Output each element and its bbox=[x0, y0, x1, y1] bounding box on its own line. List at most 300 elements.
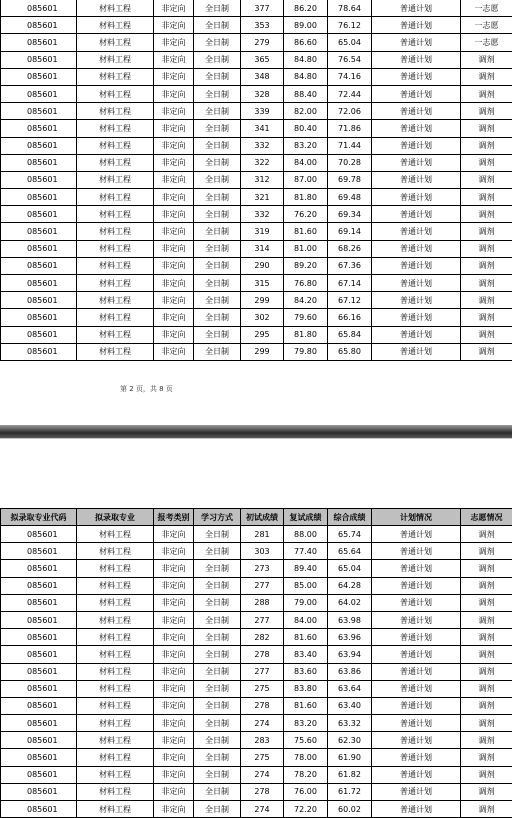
cell-total-score: 63.94 bbox=[328, 646, 372, 663]
cell-major-name: 材料工程 bbox=[77, 629, 154, 646]
cell-study-mode: 全日制 bbox=[194, 171, 241, 188]
cell-initial-score: 277 bbox=[241, 663, 284, 680]
cell-study-mode: 全日制 bbox=[194, 154, 241, 171]
cell-initial-score: 303 bbox=[241, 543, 284, 560]
cell-initial-score: 279 bbox=[241, 34, 284, 51]
cell-plan-type: 普通计划 bbox=[372, 326, 461, 343]
cell-initial-score: 274 bbox=[241, 801, 284, 818]
cell-major-name: 材料工程 bbox=[77, 17, 154, 34]
cell-total-score: 61.72 bbox=[328, 783, 372, 800]
cell-initial-score: 299 bbox=[241, 292, 284, 309]
cell-major-name: 材料工程 bbox=[77, 68, 154, 85]
table-row bbox=[1, 206, 512, 223]
cell-major-name: 材料工程 bbox=[77, 189, 154, 206]
cell-study-mode: 全日制 bbox=[194, 0, 241, 17]
cell-total-score: 65.84 bbox=[328, 326, 372, 343]
cell-major-name: 材料工程 bbox=[77, 326, 154, 343]
table-row bbox=[1, 697, 512, 714]
cell-major-name: 材料工程 bbox=[77, 801, 154, 818]
page-top-edge bbox=[0, 438, 512, 439]
cell-retest-score: 84.00 bbox=[284, 154, 328, 171]
cell-major-code: 085601 bbox=[1, 343, 77, 360]
header-total-score: 综合成绩 bbox=[328, 509, 372, 526]
cell-retest-score: 72.20 bbox=[284, 801, 328, 818]
cell-study-mode: 全日制 bbox=[194, 801, 241, 818]
cell-retest-score: 81.80 bbox=[284, 189, 328, 206]
cell-preference: 调剂 bbox=[461, 663, 512, 680]
cell-total-score: 67.36 bbox=[328, 257, 372, 274]
table-row bbox=[1, 326, 512, 343]
table-row bbox=[1, 0, 512, 17]
cell-preference: 调剂 bbox=[461, 120, 512, 137]
cell-study-mode: 全日制 bbox=[194, 240, 241, 257]
cell-study-mode: 全日制 bbox=[194, 611, 241, 628]
cell-plan-type: 普通计划 bbox=[372, 343, 461, 360]
header-retest-score: 复试成绩 bbox=[284, 509, 328, 526]
cell-major-name: 材料工程 bbox=[77, 560, 154, 577]
cell-exam-category: 非定向 bbox=[154, 801, 194, 818]
table-row bbox=[1, 663, 512, 680]
cell-total-score: 67.12 bbox=[328, 292, 372, 309]
cell-total-score: 72.44 bbox=[328, 85, 372, 102]
cell-total-score: 63.64 bbox=[328, 680, 372, 697]
cell-retest-score: 81.60 bbox=[284, 697, 328, 714]
cell-plan-type: 普通计划 bbox=[372, 543, 461, 560]
cell-exam-category: 非定向 bbox=[154, 240, 194, 257]
cell-preference: 调剂 bbox=[461, 801, 512, 818]
cell-preference: 调剂 bbox=[461, 766, 512, 783]
header-plan-type: 计划情况 bbox=[372, 509, 461, 526]
cell-total-score: 63.96 bbox=[328, 629, 372, 646]
table-row bbox=[1, 68, 512, 85]
table-row bbox=[1, 629, 512, 646]
cell-major-name: 材料工程 bbox=[77, 292, 154, 309]
cell-total-score: 61.90 bbox=[328, 749, 372, 766]
cell-study-mode: 全日制 bbox=[194, 680, 241, 697]
header-major-name: 拟录取专业 bbox=[77, 509, 154, 526]
cell-major-code: 085601 bbox=[1, 0, 77, 17]
cell-total-score: 71.86 bbox=[328, 120, 372, 137]
cell-total-score: 69.34 bbox=[328, 206, 372, 223]
cell-study-mode: 全日制 bbox=[194, 326, 241, 343]
cell-plan-type: 普通计划 bbox=[372, 240, 461, 257]
cell-major-code: 085601 bbox=[1, 594, 77, 611]
cell-preference: 调剂 bbox=[461, 309, 512, 326]
cell-major-code: 085601 bbox=[1, 103, 77, 120]
cell-major-code: 085601 bbox=[1, 715, 77, 732]
table-header-row bbox=[1, 509, 512, 526]
cell-preference: 调剂 bbox=[461, 257, 512, 274]
cell-retest-score: 86.60 bbox=[284, 34, 328, 51]
cell-major-code: 085601 bbox=[1, 629, 77, 646]
cell-major-name: 材料工程 bbox=[77, 697, 154, 714]
cell-preference: 调剂 bbox=[461, 292, 512, 309]
header-initial-score: 初试成绩 bbox=[241, 509, 284, 526]
cell-initial-score: 281 bbox=[241, 526, 284, 543]
cell-preference: 调剂 bbox=[461, 206, 512, 223]
cell-major-name: 材料工程 bbox=[77, 663, 154, 680]
cell-study-mode: 全日制 bbox=[194, 206, 241, 223]
cell-exam-category: 非定向 bbox=[154, 526, 194, 543]
cell-study-mode: 全日制 bbox=[194, 103, 241, 120]
table-row bbox=[1, 120, 512, 137]
cell-plan-type: 普通计划 bbox=[372, 680, 461, 697]
cell-total-score: 65.04 bbox=[328, 34, 372, 51]
cell-exam-category: 非定向 bbox=[154, 103, 194, 120]
table-row bbox=[1, 766, 512, 783]
table-row bbox=[1, 732, 512, 749]
cell-preference: 调剂 bbox=[461, 715, 512, 732]
cell-major-name: 材料工程 bbox=[77, 680, 154, 697]
cell-exam-category: 非定向 bbox=[154, 343, 194, 360]
cell-major-code: 085601 bbox=[1, 697, 77, 714]
table-row bbox=[1, 749, 512, 766]
cell-total-score: 68.26 bbox=[328, 240, 372, 257]
cell-study-mode: 全日制 bbox=[194, 68, 241, 85]
cell-plan-type: 普通计划 bbox=[372, 526, 461, 543]
cell-major-code: 085601 bbox=[1, 189, 77, 206]
cell-preference: 调剂 bbox=[461, 577, 512, 594]
cell-initial-score: 283 bbox=[241, 732, 284, 749]
cell-major-name: 材料工程 bbox=[77, 526, 154, 543]
cell-major-code: 085601 bbox=[1, 68, 77, 85]
cell-major-name: 材料工程 bbox=[77, 171, 154, 188]
cell-preference: 调剂 bbox=[461, 697, 512, 714]
cell-study-mode: 全日制 bbox=[194, 343, 241, 360]
cell-preference: 调剂 bbox=[461, 68, 512, 85]
cell-exam-category: 非定向 bbox=[154, 646, 194, 663]
cell-plan-type: 普通计划 bbox=[372, 154, 461, 171]
cell-retest-score: 88.40 bbox=[284, 85, 328, 102]
cell-study-mode: 全日制 bbox=[194, 697, 241, 714]
cell-plan-type: 普通计划 bbox=[372, 577, 461, 594]
cell-preference: 调剂 bbox=[461, 275, 512, 292]
cell-major-name: 材料工程 bbox=[77, 611, 154, 628]
table-row bbox=[1, 223, 512, 240]
cell-major-code: 085601 bbox=[1, 801, 77, 818]
cell-exam-category: 非定向 bbox=[154, 154, 194, 171]
cell-retest-score: 78.00 bbox=[284, 749, 328, 766]
cell-total-score: 78.64 bbox=[328, 0, 372, 17]
cell-total-score: 64.28 bbox=[328, 577, 372, 594]
cell-major-code: 085601 bbox=[1, 275, 77, 292]
cell-retest-score: 83.20 bbox=[284, 137, 328, 154]
cell-study-mode: 全日制 bbox=[194, 749, 241, 766]
cell-plan-type: 普通计划 bbox=[372, 801, 461, 818]
cell-study-mode: 全日制 bbox=[194, 577, 241, 594]
cell-major-code: 085601 bbox=[1, 577, 77, 594]
cell-total-score: 69.78 bbox=[328, 171, 372, 188]
cell-exam-category: 非定向 bbox=[154, 543, 194, 560]
table-row bbox=[1, 560, 512, 577]
cell-major-name: 材料工程 bbox=[77, 543, 154, 560]
cell-retest-score: 76.20 bbox=[284, 206, 328, 223]
cell-total-score: 70.28 bbox=[328, 154, 372, 171]
cell-preference: 调剂 bbox=[461, 51, 512, 68]
cell-exam-category: 非定向 bbox=[154, 766, 194, 783]
cell-initial-score: 282 bbox=[241, 629, 284, 646]
cell-plan-type: 普通计划 bbox=[372, 646, 461, 663]
cell-plan-type: 普通计划 bbox=[372, 560, 461, 577]
cell-total-score: 72.06 bbox=[328, 103, 372, 120]
cell-plan-type: 普通计划 bbox=[372, 715, 461, 732]
cell-retest-score: 89.40 bbox=[284, 560, 328, 577]
table-row bbox=[1, 103, 512, 120]
cell-total-score: 67.14 bbox=[328, 275, 372, 292]
cell-plan-type: 普通计划 bbox=[372, 663, 461, 680]
cell-plan-type: 普通计划 bbox=[372, 629, 461, 646]
cell-preference: 调剂 bbox=[461, 629, 512, 646]
cell-total-score: 63.32 bbox=[328, 715, 372, 732]
cell-major-name: 材料工程 bbox=[77, 51, 154, 68]
table-row bbox=[1, 646, 512, 663]
cell-preference: 调剂 bbox=[461, 680, 512, 697]
cell-plan-type: 普通计划 bbox=[372, 309, 461, 326]
page-break-divider bbox=[0, 425, 512, 438]
cell-exam-category: 非定向 bbox=[154, 137, 194, 154]
table-row bbox=[1, 801, 512, 818]
cell-major-code: 085601 bbox=[1, 680, 77, 697]
cell-exam-category: 非定向 bbox=[154, 560, 194, 577]
cell-total-score: 61.82 bbox=[328, 766, 372, 783]
cell-exam-category: 非定向 bbox=[154, 120, 194, 137]
cell-initial-score: 299 bbox=[241, 343, 284, 360]
cell-retest-score: 83.40 bbox=[284, 646, 328, 663]
cell-plan-type: 普通计划 bbox=[372, 103, 461, 120]
cell-major-code: 085601 bbox=[1, 309, 77, 326]
cell-initial-score: 315 bbox=[241, 275, 284, 292]
cell-preference: 调剂 bbox=[461, 749, 512, 766]
cell-plan-type: 普通计划 bbox=[372, 120, 461, 137]
cell-retest-score: 80.40 bbox=[284, 120, 328, 137]
cell-major-name: 材料工程 bbox=[77, 749, 154, 766]
cell-study-mode: 全日制 bbox=[194, 223, 241, 240]
cell-retest-score: 87.00 bbox=[284, 171, 328, 188]
cell-plan-type: 普通计划 bbox=[372, 749, 461, 766]
cell-plan-type: 普通计划 bbox=[372, 206, 461, 223]
cell-initial-score: 290 bbox=[241, 257, 284, 274]
cell-preference: 调剂 bbox=[461, 85, 512, 102]
cell-retest-score: 79.60 bbox=[284, 309, 328, 326]
cell-retest-score: 86.20 bbox=[284, 0, 328, 17]
cell-plan-type: 普通计划 bbox=[372, 783, 461, 800]
cell-retest-score: 89.00 bbox=[284, 17, 328, 34]
cell-retest-score: 83.80 bbox=[284, 680, 328, 697]
table-row bbox=[1, 85, 512, 102]
cell-retest-score: 76.00 bbox=[284, 783, 328, 800]
cell-major-code: 085601 bbox=[1, 326, 77, 343]
cell-major-name: 材料工程 bbox=[77, 783, 154, 800]
cell-retest-score: 84.80 bbox=[284, 68, 328, 85]
cell-major-name: 材料工程 bbox=[77, 715, 154, 732]
cell-retest-score: 88.00 bbox=[284, 526, 328, 543]
cell-major-name: 材料工程 bbox=[77, 0, 154, 17]
cell-initial-score: 339 bbox=[241, 103, 284, 120]
cell-study-mode: 全日制 bbox=[194, 766, 241, 783]
cell-major-code: 085601 bbox=[1, 543, 77, 560]
cell-initial-score: 353 bbox=[241, 17, 284, 34]
cell-retest-score: 81.60 bbox=[284, 223, 328, 240]
cell-initial-score: 288 bbox=[241, 594, 284, 611]
cell-plan-type: 普通计划 bbox=[372, 17, 461, 34]
cell-study-mode: 全日制 bbox=[194, 715, 241, 732]
cell-study-mode: 全日制 bbox=[194, 732, 241, 749]
cell-major-code: 085601 bbox=[1, 120, 77, 137]
cell-initial-score: 328 bbox=[241, 85, 284, 102]
cell-plan-type: 普通计划 bbox=[372, 275, 461, 292]
cell-major-code: 085601 bbox=[1, 154, 77, 171]
cell-initial-score: 274 bbox=[241, 766, 284, 783]
cell-major-code: 085601 bbox=[1, 749, 77, 766]
cell-initial-score: 314 bbox=[241, 240, 284, 257]
cell-major-name: 材料工程 bbox=[77, 120, 154, 137]
cell-exam-category: 非定向 bbox=[154, 68, 194, 85]
cell-plan-type: 普通计划 bbox=[372, 292, 461, 309]
cell-retest-score: 84.80 bbox=[284, 51, 328, 68]
cell-major-name: 材料工程 bbox=[77, 103, 154, 120]
cell-study-mode: 全日制 bbox=[194, 594, 241, 611]
cell-major-code: 085601 bbox=[1, 646, 77, 663]
cell-preference: 一志愿 bbox=[461, 17, 512, 34]
cell-major-code: 085601 bbox=[1, 526, 77, 543]
cell-plan-type: 普通计划 bbox=[372, 51, 461, 68]
cell-plan-type: 普通计划 bbox=[372, 611, 461, 628]
cell-initial-score: 278 bbox=[241, 697, 284, 714]
page-footer: 第 2 页，共 8 页 bbox=[120, 384, 173, 394]
cell-exam-category: 非定向 bbox=[154, 85, 194, 102]
table-row bbox=[1, 17, 512, 34]
cell-plan-type: 普通计划 bbox=[372, 0, 461, 17]
cell-study-mode: 全日制 bbox=[194, 137, 241, 154]
cell-initial-score: 274 bbox=[241, 715, 284, 732]
cell-major-name: 材料工程 bbox=[77, 34, 154, 51]
cell-major-code: 085601 bbox=[1, 783, 77, 800]
cell-plan-type: 普通计划 bbox=[372, 594, 461, 611]
table-row bbox=[1, 257, 512, 274]
cell-retest-score: 85.00 bbox=[284, 577, 328, 594]
cell-study-mode: 全日制 bbox=[194, 292, 241, 309]
cell-total-score: 74.16 bbox=[328, 68, 372, 85]
table-row bbox=[1, 611, 512, 628]
cell-exam-category: 非定向 bbox=[154, 275, 194, 292]
cell-retest-score: 79.00 bbox=[284, 594, 328, 611]
cell-exam-category: 非定向 bbox=[154, 577, 194, 594]
cell-exam-category: 非定向 bbox=[154, 292, 194, 309]
cell-major-code: 085601 bbox=[1, 51, 77, 68]
cell-major-name: 材料工程 bbox=[77, 137, 154, 154]
cell-exam-category: 非定向 bbox=[154, 680, 194, 697]
cell-major-code: 085601 bbox=[1, 732, 77, 749]
cell-plan-type: 普通计划 bbox=[372, 34, 461, 51]
cell-initial-score: 275 bbox=[241, 680, 284, 697]
cell-study-mode: 全日制 bbox=[194, 663, 241, 680]
cell-study-mode: 全日制 bbox=[194, 783, 241, 800]
cell-major-code: 085601 bbox=[1, 611, 77, 628]
cell-initial-score: 332 bbox=[241, 206, 284, 223]
cell-total-score: 63.86 bbox=[328, 663, 372, 680]
cell-preference: 调剂 bbox=[461, 189, 512, 206]
cell-major-code: 085601 bbox=[1, 663, 77, 680]
cell-study-mode: 全日制 bbox=[194, 629, 241, 646]
table-row bbox=[1, 51, 512, 68]
cell-major-name: 材料工程 bbox=[77, 343, 154, 360]
table-row bbox=[1, 680, 512, 697]
table-row bbox=[1, 577, 512, 594]
admission-table-page2 bbox=[0, 0, 512, 361]
cell-study-mode: 全日制 bbox=[194, 17, 241, 34]
cell-major-code: 085601 bbox=[1, 257, 77, 274]
cell-major-code: 085601 bbox=[1, 292, 77, 309]
header-study-mode: 学习方式 bbox=[194, 509, 241, 526]
cell-exam-category: 非定向 bbox=[154, 594, 194, 611]
cell-major-name: 材料工程 bbox=[77, 646, 154, 663]
header-major-code: 拟录取专业代码 bbox=[1, 509, 77, 526]
cell-preference: 调剂 bbox=[461, 223, 512, 240]
cell-study-mode: 全日制 bbox=[194, 189, 241, 206]
cell-plan-type: 普通计划 bbox=[372, 189, 461, 206]
cell-preference: 调剂 bbox=[461, 646, 512, 663]
cell-exam-category: 非定向 bbox=[154, 257, 194, 274]
cell-initial-score: 278 bbox=[241, 646, 284, 663]
cell-major-name: 材料工程 bbox=[77, 594, 154, 611]
cell-retest-score: 76.80 bbox=[284, 275, 328, 292]
cell-initial-score: 332 bbox=[241, 137, 284, 154]
cell-plan-type: 普通计划 bbox=[372, 85, 461, 102]
cell-total-score: 60.02 bbox=[328, 801, 372, 818]
cell-initial-score: 322 bbox=[241, 154, 284, 171]
cell-preference: 调剂 bbox=[461, 783, 512, 800]
cell-initial-score: 277 bbox=[241, 611, 284, 628]
cell-preference: 调剂 bbox=[461, 154, 512, 171]
cell-preference: 调剂 bbox=[461, 103, 512, 120]
cell-major-code: 085601 bbox=[1, 171, 77, 188]
cell-initial-score: 377 bbox=[241, 0, 284, 17]
cell-preference: 调剂 bbox=[461, 732, 512, 749]
cell-preference: 调剂 bbox=[461, 526, 512, 543]
cell-initial-score: 277 bbox=[241, 577, 284, 594]
cell-study-mode: 全日制 bbox=[194, 85, 241, 102]
cell-plan-type: 普通计划 bbox=[372, 137, 461, 154]
cell-initial-score: 321 bbox=[241, 189, 284, 206]
cell-plan-type: 普通计划 bbox=[372, 766, 461, 783]
cell-initial-score: 312 bbox=[241, 171, 284, 188]
header-preference: 志愿情况 bbox=[461, 509, 512, 526]
cell-major-code: 085601 bbox=[1, 17, 77, 34]
cell-retest-score: 84.20 bbox=[284, 292, 328, 309]
cell-major-code: 085601 bbox=[1, 137, 77, 154]
cell-initial-score: 278 bbox=[241, 783, 284, 800]
cell-preference: 一志愿 bbox=[461, 34, 512, 51]
cell-study-mode: 全日制 bbox=[194, 257, 241, 274]
cell-total-score: 65.64 bbox=[328, 543, 372, 560]
cell-total-score: 71.44 bbox=[328, 137, 372, 154]
cell-preference: 调剂 bbox=[461, 560, 512, 577]
cell-retest-score: 83.20 bbox=[284, 715, 328, 732]
cell-preference: 调剂 bbox=[461, 343, 512, 360]
cell-retest-score: 89.20 bbox=[284, 257, 328, 274]
cell-study-mode: 全日制 bbox=[194, 34, 241, 51]
cell-study-mode: 全日制 bbox=[194, 646, 241, 663]
cell-exam-category: 非定向 bbox=[154, 309, 194, 326]
cell-retest-score: 81.80 bbox=[284, 326, 328, 343]
cell-plan-type: 普通计划 bbox=[372, 732, 461, 749]
cell-total-score: 63.40 bbox=[328, 697, 372, 714]
cell-study-mode: 全日制 bbox=[194, 543, 241, 560]
table-row bbox=[1, 154, 512, 171]
cell-total-score: 65.80 bbox=[328, 343, 372, 360]
cell-exam-category: 非定向 bbox=[154, 0, 194, 17]
cell-total-score: 64.02 bbox=[328, 594, 372, 611]
